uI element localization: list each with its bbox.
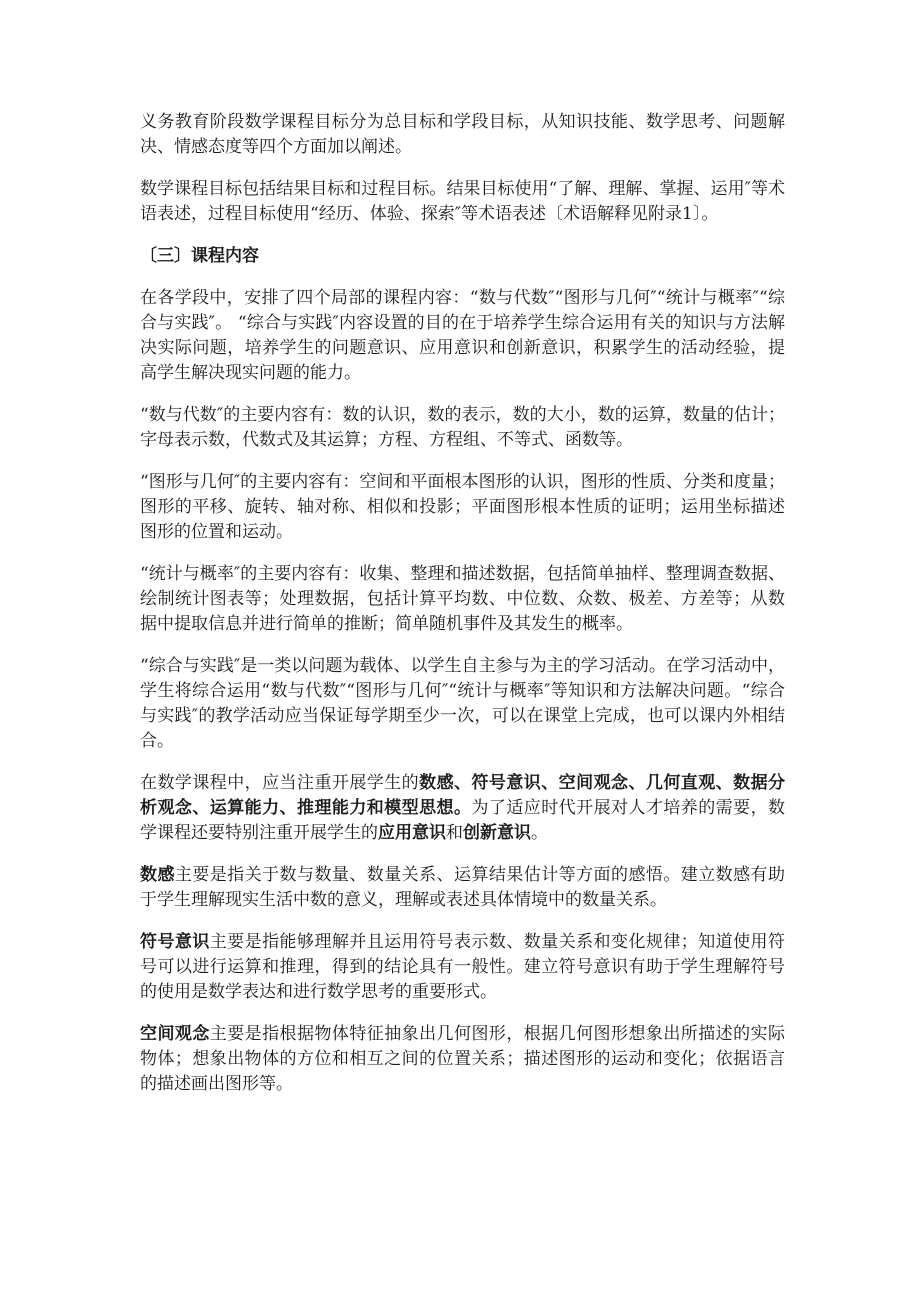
text-run: 在各学段中，安排了四个局部的课程内容：“数与代数″“图形与几何″“统计与概率″“综合与实践″。 “综合与实践″内容设置的目的在于培养学生综合运用有关的知识与方法解决实际问题，培养学生的问题意识、应用意识和创新意识，积累学生的活动经验，提高学生解决现实问题的能力。 xyxy=(140,288,785,383)
document-body xyxy=(140,110,785,1114)
text-run: 主要是指根据物体特征抽象出几何图形，根据几何图形想象出所描述的实际物体；想象出物体的方位和相互之间的位置关系；描述图形的运动和变化；依据语言的描述画出图形等。 xyxy=(140,1024,786,1094)
paragraph xyxy=(140,562,785,637)
text-run: 在数学课程中，应当注重开展学生的 xyxy=(140,773,420,793)
bold-term: 空间观念 xyxy=(140,1024,210,1044)
text-run: 为了适应时代开展对人才培养的需要，数学课程还要特别注重开展学生的 xyxy=(140,798,786,843)
text-run: “统计与概率″的主要内容有：收集、整理和描述数据，包括简单抽样、整理调查数据、绘制统计图表等；处理数据，包括计算平均数、中位数、众数、极差、方差等；从数据中提取信息并进行简单的推断；简单随机事件及其发生的概率。 xyxy=(140,564,785,634)
text-run: “数与代数″的主要内容有：数的认识，数的表示，数的大小，数的运算，数量的估计；字母表示数，代数式及其运算；方程、方程组、不等式、函数等。 xyxy=(140,405,785,450)
paragraph xyxy=(140,286,785,386)
bold-term: 创新意识 xyxy=(463,823,531,843)
bold-term: 〔三〕课程内容 xyxy=(140,246,259,266)
bold-term: 符号意识 xyxy=(140,932,210,952)
text-run: “综合与实践″是一类以问题为载体、以学生自主参与为主的学习活动。在学习活动中，学生将综合运用“数与代数″“图形与几何″“统计与概率″等知识和方法解决问题。“综合与实践″的教学活动应当保证每学期至少一次，可以在课堂上完成，也可以课内外相结合。 xyxy=(140,656,785,751)
paragraph xyxy=(140,403,785,453)
paragraph xyxy=(140,863,785,913)
bold-term: 数感、符号意识、空间观念、几何直观、数据分析观念、运算能力、推理能力和模型思想。 xyxy=(140,773,786,818)
text-run: 主要是指能够理解并且运用符号表示数、数量关系和变化规律；知道使用符号可以进行运算和推理，得到的结论具有一般性。建立符号意识有助于学生理解符号的使用是数学表达和进行数学思考的重要形式。 xyxy=(140,932,786,1002)
bold-term: 数感 xyxy=(140,865,175,885)
paragraph xyxy=(140,654,785,754)
paragraph xyxy=(140,470,785,545)
text-run: 主要是指关于数与数量、数量关系、运算结果估计等方面的感悟。建立数感有助于学生理解现实生活中数的意义，理解或表述具体情境中的数量关系。 xyxy=(140,865,786,910)
paragraph xyxy=(140,110,785,160)
text-run: 数学课程目标包括结果目标和过程目标。结果目标使用“了解、理解、掌握、运用″等术语表述，过程目标使用“经历、体验、探索″等术语表述〔术语解释见附录1〕。 xyxy=(140,179,785,224)
paragraph xyxy=(140,930,785,1005)
text-run: 。 xyxy=(531,823,548,843)
text-run: 义务教育阶段数学课程目标分为总目标和学段目标，从知识技能、数学思考、问题解决、情感态度等四个方面加以阐述。 xyxy=(140,112,785,157)
text-run: “图形与几何″的主要内容有：空间和平面根本图形的认识，图形的性质、分类和度量；图形的平移、旋转、轴对称、相似和投影；平面图形根本性质的证明；运用坐标描述图形的位置和运动。 xyxy=(140,472,785,542)
paragraph xyxy=(140,1022,785,1097)
paragraph xyxy=(140,771,785,846)
paragraph xyxy=(140,177,785,227)
bold-term: 应用意识 xyxy=(378,823,446,843)
text-run: 和 xyxy=(446,823,463,843)
section-heading xyxy=(140,244,785,269)
